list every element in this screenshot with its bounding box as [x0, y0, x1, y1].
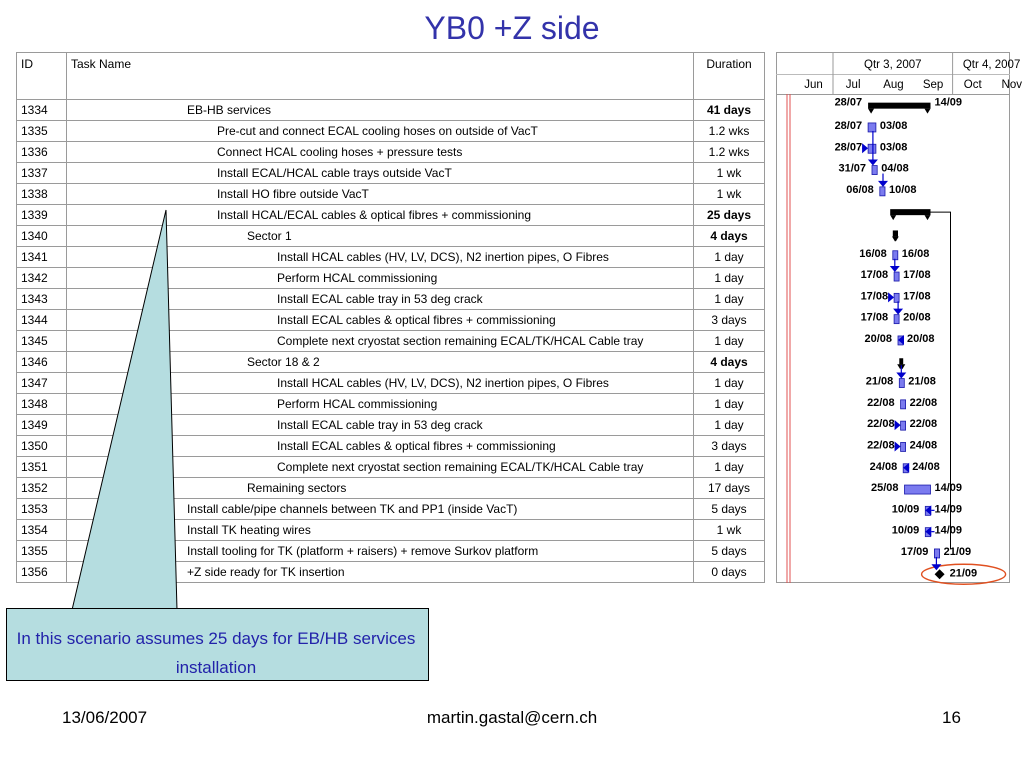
task-id: 1352 [17, 478, 67, 499]
task-name: Install ECAL cables & optical fibres + commissioning [67, 436, 694, 457]
task-name: Pre-cut and connect ECAL cooling hoses on outside of VacT [67, 121, 694, 142]
task-bar [901, 421, 906, 430]
callout-pointer [72, 210, 177, 610]
task-name: Install HCAL cables (HV, LV, DCS), N2 inertion pipes, O Fibres [67, 373, 694, 394]
task-name: Install ECAL cable tray in 53 deg crack [67, 289, 694, 310]
task-duration: 17 days [694, 478, 765, 499]
task-id: 1355 [17, 541, 67, 562]
task-name: Connect HCAL cooling hoses + pressure tests [67, 142, 694, 163]
date-label: 21/09 [943, 545, 972, 558]
summary-bar-cap-left [890, 215, 896, 220]
task-bar [901, 442, 906, 451]
task-bar [934, 549, 939, 558]
summary-bar [890, 209, 930, 215]
task-name: +Z side ready for TK insertion [67, 562, 694, 583]
date-label: 10/09 [891, 503, 920, 516]
month-label: Jul [845, 79, 861, 91]
date-label: 17/09 [900, 545, 929, 558]
date-label: 21/09 [949, 567, 978, 580]
date-label: 22/08 [867, 396, 895, 409]
task-duration: 41 days [694, 100, 765, 121]
table-row[interactable] [17, 100, 765, 121]
date-label: 17/08 [903, 269, 931, 282]
task-duration: 1 day [694, 247, 765, 268]
task-duration: 1 day [694, 373, 765, 394]
date-label: 22/08 [867, 418, 895, 431]
task-name: Sector 1 [67, 226, 694, 247]
task-name: Install HCAL/ECAL cables & optical fibres + commissioning [67, 205, 694, 226]
date-label: 17/08 [860, 269, 889, 282]
summary-bar-cap-right [925, 215, 931, 220]
task-id: 1339 [17, 205, 67, 226]
month-label: Sep [922, 79, 944, 91]
task-duration: 3 days [694, 436, 765, 457]
task-name: Install TK heating wires [67, 520, 694, 541]
summary-bar [868, 103, 930, 109]
slide-title: YB0 +Z side [424, 10, 600, 46]
quarter-label: Qtr 3, 2007 [864, 59, 922, 71]
quarter-label: Qtr 4, 2007 [962, 59, 1021, 71]
task-duration: 1 day [694, 415, 765, 436]
header-task-name: Task Name [67, 53, 694, 100]
milestone-diamond [935, 569, 945, 579]
task-name: Remaining sectors [67, 478, 694, 499]
date-label: 10/08 [889, 183, 917, 196]
dependency-arrow [868, 160, 878, 166]
date-label: 04/08 [881, 162, 909, 175]
task-bar [899, 379, 904, 388]
date-label: 28/07 [834, 141, 863, 154]
task-id: 1337 [17, 163, 67, 184]
task-name: Install ECAL cables & optical fibres + commissioning [67, 310, 694, 331]
date-label: 03/08 [879, 119, 908, 132]
task-id: 1341 [17, 247, 67, 268]
date-label: 20/08 [903, 311, 931, 324]
task-id: 1336 [17, 142, 67, 163]
dependency-arrow [896, 373, 906, 379]
table-row[interactable] [17, 184, 765, 205]
task-duration: 1 wk [694, 163, 765, 184]
date-label: 24/08 [912, 460, 940, 473]
task-name: Install HO fibre outside VacT [67, 184, 694, 205]
task-duration: 1 wk [694, 184, 765, 205]
task-duration: 1 wk [694, 520, 765, 541]
dependency-arrow [890, 266, 900, 272]
date-label: 22/08 [867, 439, 895, 452]
date-label: 24/08 [869, 460, 898, 473]
header-duration: Duration [694, 53, 765, 100]
task-name: Sector 18 & 2 [67, 352, 694, 373]
table-row[interactable] [17, 163, 765, 184]
task-duration: 4 days [694, 226, 765, 247]
task-bar [901, 400, 906, 409]
table-row[interactable] [17, 142, 765, 163]
task-duration: 1.2 wks [694, 121, 765, 142]
page-number: 16 [942, 708, 961, 727]
task-duration: 25 days [694, 205, 765, 226]
task-name: Install ECAL/HCAL cable trays outside VacT [67, 163, 694, 184]
task-id: 1342 [17, 268, 67, 289]
date-label: 25/08 [870, 482, 899, 495]
task-id: 1353 [17, 499, 67, 520]
date-label: 28/07 [834, 96, 863, 109]
date-label: 14/09 [934, 96, 963, 109]
task-id: 1347 [17, 373, 67, 394]
task-id: 1356 [17, 562, 67, 583]
task-bar [894, 315, 899, 324]
task-duration: 0 days [694, 562, 765, 583]
task-id: 1350 [17, 436, 67, 457]
month-label: Oct [963, 79, 982, 91]
footer-email: martin.gastal@cern.ch [426, 708, 598, 727]
table-row[interactable] [17, 121, 765, 142]
task-bar [905, 485, 931, 494]
task-id: 1354 [17, 520, 67, 541]
date-label: 31/07 [838, 162, 866, 175]
date-label: 20/08 [907, 332, 935, 345]
task-bar [880, 187, 885, 196]
task-name: EB-HB services [67, 100, 694, 121]
task-name: Install ECAL cable tray in 53 deg crack [67, 415, 694, 436]
task-bar [872, 166, 877, 175]
task-duration: 5 days [694, 541, 765, 562]
task-id: 1340 [17, 226, 67, 247]
task-name: Install tooling for TK (platform + raisers) + remove Surkov platform [67, 541, 694, 562]
header-id: ID [17, 53, 67, 100]
task-duration: 3 days [694, 310, 765, 331]
month-label: Jun [804, 79, 823, 91]
month-label: Aug [883, 79, 904, 91]
summary-bar-cap-left [868, 109, 874, 114]
callout-text: In this scenario assumes 25 days for EB/HB services installation [16, 629, 416, 677]
date-label: 16/08 [859, 247, 887, 260]
date-label: 22/08 [909, 418, 938, 431]
task-bar [894, 293, 899, 302]
date-label: 14/09 [934, 524, 963, 537]
task-name: Complete next cryostat section remaining ECAL/TK/HCAL Cable tray [67, 331, 694, 352]
task-duration: 1 day [694, 268, 765, 289]
task-id: 1338 [17, 184, 67, 205]
date-label: 21/08 [865, 375, 894, 388]
task-id: 1345 [17, 331, 67, 352]
date-label: 03/08 [879, 141, 908, 154]
task-bar [868, 144, 876, 153]
task-id: 1334 [17, 100, 67, 121]
date-label: 28/07 [834, 119, 863, 132]
task-id: 1346 [17, 352, 67, 373]
gantt-chart [776, 52, 1022, 583]
task-id: 1335 [17, 121, 67, 142]
task-name: Perform HCAL commissioning [67, 268, 694, 289]
footer-date: 13/06/2007 [62, 708, 148, 727]
date-label: 17/08 [903, 290, 931, 303]
date-label: 21/08 [908, 375, 936, 388]
date-label: 14/09 [934, 482, 963, 495]
date-label: 22/08 [909, 396, 938, 409]
summary-bar-cap-right [925, 109, 931, 114]
task-id: 1344 [17, 310, 67, 331]
date-label: 17/08 [860, 290, 889, 303]
task-bar [868, 123, 876, 132]
summary-bar [893, 230, 898, 236]
date-label: 16/08 [901, 247, 930, 260]
task-name: Install HCAL cables (HV, LV, DCS), N2 inertion pipes, O Fibres [67, 247, 694, 268]
task-duration: 1 day [694, 394, 765, 415]
task-id: 1343 [17, 289, 67, 310]
task-id: 1351 [17, 457, 67, 478]
task-id: 1349 [17, 415, 67, 436]
date-label: 20/08 [864, 332, 892, 345]
task-name: Install cable/pipe channels between TK and PP1 (inside VacT) [67, 499, 694, 520]
task-id: 1348 [17, 394, 67, 415]
task-name: Perform HCAL commissioning [67, 394, 694, 415]
task-bar [893, 251, 898, 260]
task-duration: 1 day [694, 457, 765, 478]
dependency-arrow [893, 309, 903, 315]
task-duration: 1.2 wks [694, 142, 765, 163]
task-duration: 5 days [694, 499, 765, 520]
month-label: Nov [1001, 79, 1022, 91]
task-duration: 4 days [694, 352, 765, 373]
date-label: 14/09 [934, 503, 963, 516]
summary-bar [899, 358, 903, 364]
task-duration: 1 day [694, 289, 765, 310]
date-label: 24/08 [909, 439, 938, 452]
date-label: 17/08 [860, 311, 889, 324]
task-bar [894, 272, 899, 281]
task-duration: 1 day [694, 331, 765, 352]
task-name: Complete next cryostat section remaining ECAL/TK/HCAL Cable tray [67, 457, 694, 478]
date-label: 06/08 [846, 183, 874, 196]
dependency-arrow [878, 181, 888, 187]
date-label: 10/09 [891, 524, 920, 537]
